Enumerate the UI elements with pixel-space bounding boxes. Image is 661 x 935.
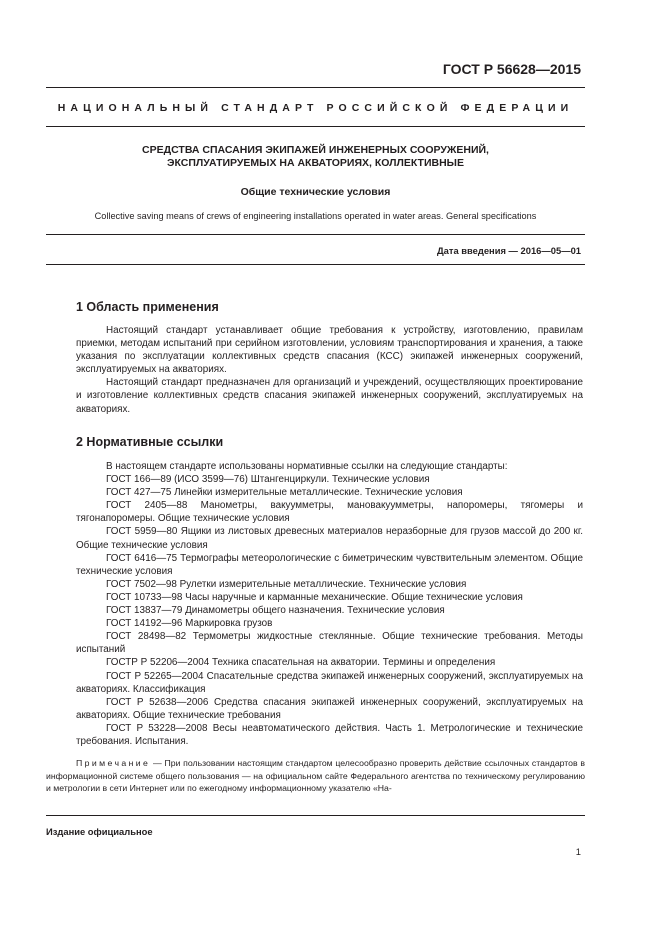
section-1-paragraph: Настоящий стандарт устанавливает общие требования к устройству, изготовлению, правилам приемки, методам испытаний при серийном изготовлении, условиям транспортирования и хранения, а также указания по эксплуатации коллективных средств спасания (КСС) экипажей инженерных сооружений, эксплуатируемых на акваториях. xyxy=(76,325,583,376)
reference-item: ГОСТ Р 52638—2006 Средства спасания экипажей инженерных сооружений, эксплуатируемых на акваториях. Общие технические требования xyxy=(76,696,583,721)
reference-item: ГОСТ 427—75 Линейки измерительные металлические. Технические условия xyxy=(106,487,463,499)
footer-rule xyxy=(46,815,585,816)
reference-item: ГОСТ Р 52265—2004 Спасательные средства экипажей инженерных сооружений, эксплуатируемых на акваториях. Классификация xyxy=(76,670,583,695)
official-edition: Издание официальное xyxy=(46,826,153,837)
note-text: — При пользовании настоящим стандартом целесообразно проверить действие ссылочных стандартов в информационной системе общего пользования — на официальном сайте Федерального агентства по техническому регулированию и метрологии в сети Интернет или по ежегодному информационному указателю «На- xyxy=(46,758,585,794)
reference-item: ГОСТ 13837—79 Динамометры общего назначения. Технические условия xyxy=(106,605,445,617)
note xyxy=(46,757,585,795)
reference-item: ГОСТ 2405—88 Манометры, вакуумметры, мановакуумметры, напоромеры, тягомеры и тягонапоромеры. Общие технические условия xyxy=(76,500,583,525)
normative-references-list xyxy=(76,460,583,748)
reference-item: ГОСТ 166—89 (ИСО 3599—76) Штангенциркули. Технические условия xyxy=(106,474,430,486)
reference-item: ГОСТ 14192—96 Маркировка грузов xyxy=(106,618,273,630)
reference-item: ГОСТ 7502—98 Рулетки измерительные металлические. Технические условия xyxy=(106,578,467,590)
title-line-1: СРЕДСТВА СПАСАНИЯ ЭКИПАЖЕЙ ИНЖЕНЕРНЫХ СООРУЖЕНИЙ, xyxy=(142,144,489,156)
note-label: Примечание xyxy=(76,758,151,768)
gost-number: ГОСТ Р 56628—2015 xyxy=(442,61,581,77)
reference-item: ГОСТ Р 53228—2008 Весы неавтоматического действия. Часть 1. Метрологические и технические требования. Испытания. xyxy=(76,722,583,747)
reference-item: ГОСТ 10733—98 Часы наручные и карманные механические. Общие технические условия xyxy=(106,591,523,603)
references-intro: В настоящем стандарте использованы нормативные ссылки на следующие стандарты: xyxy=(106,461,508,472)
date-rule xyxy=(46,264,585,265)
section-1-body xyxy=(76,324,583,416)
section-1-paragraph: Настоящий стандарт предназначен для организаций и учреждений, осуществляющих проектирование и изготовление коллективных средств спасания экипажей инженерных сооружений, эксплуатируемых на акваториях. xyxy=(76,377,583,415)
reference-item: ГОСТ 5959—80 Ящики из листовых древесных материалов неразборные для грузов массой до 200 кг. Общие технические условия xyxy=(76,526,583,551)
document-subtitle: Общие технические условия xyxy=(240,186,391,198)
title-bottom-rule xyxy=(46,234,585,235)
document-title xyxy=(46,144,585,170)
reference-item: ГОСТ 6416—75 Термографы метеорологические с биметрическим чувствительным элементом. Общие технические условия xyxy=(76,552,583,577)
page-number: 1 xyxy=(575,846,581,857)
english-title: Collective saving means of crews of engineering installations operated in water areas. General specifications xyxy=(94,211,537,221)
header-rule xyxy=(46,87,585,88)
introduction-date: Дата введения — 2016—05—01 xyxy=(436,245,581,256)
section-2-heading: 2 Нормативные ссылки xyxy=(76,435,224,449)
section-1-heading: 1 Область применения xyxy=(76,300,219,314)
reference-item: ГОСТ 28498—82 Термометры жидкостные стеклянные. Общие технические требования. Методы испытаний xyxy=(76,631,583,656)
title-top-rule xyxy=(46,126,585,127)
national-standard-heading: НАЦИОНАЛЬНЫЙ СТАНДАРТ РОССИЙСКОЙ ФЕДЕРАЦИИ xyxy=(57,102,574,114)
reference-item: ГОСТР Р 52206—2004 Техника спасательная на акватории. Термины и определения xyxy=(106,657,496,669)
title-line-2: ЭКСПЛУАТИРУЕМЫХ НА АКВАТОРИЯХ, КОЛЛЕКТИВНЫЕ xyxy=(167,157,464,169)
